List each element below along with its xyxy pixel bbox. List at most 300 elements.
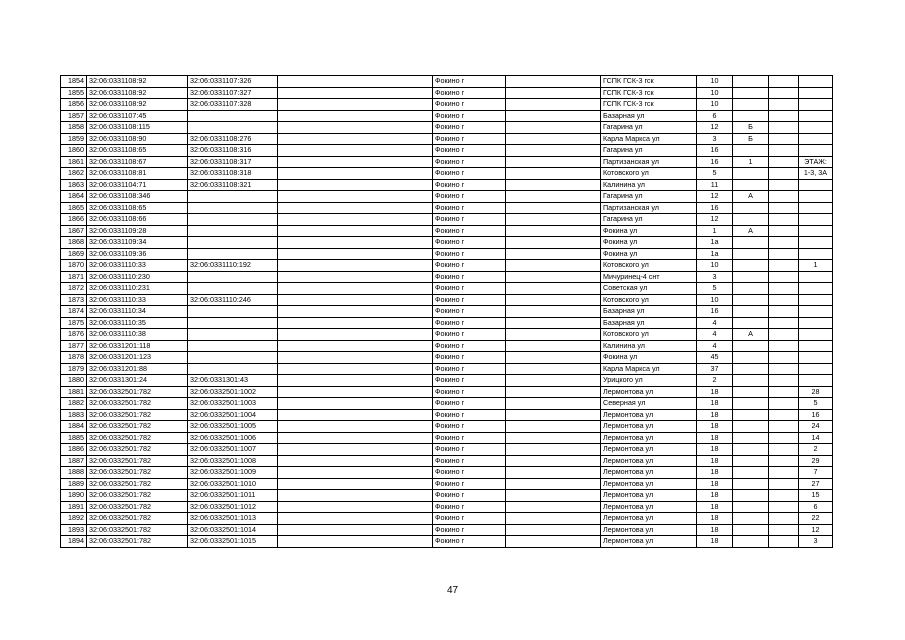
cell-region [278,421,433,433]
cell-cadastral-number: 32:06:0331104:71 [87,179,188,191]
cell-apartment-block [769,271,799,283]
cell-building-cadastral-number: 32:06:0332501:1010 [188,478,278,490]
cell-building-cadastral-number: 32:06:0331108:321 [188,179,278,191]
cell-locality: Фокино г [433,76,506,88]
cell-district [506,294,601,306]
table-row [61,110,833,122]
cell-street: Калинина ул [601,179,697,191]
table-row [61,237,833,249]
table-row [61,329,833,341]
cell-apartment-block [769,455,799,467]
cell-district [506,191,601,203]
table-row [61,283,833,295]
cell-district [506,444,601,456]
cell-building-letter [733,513,769,525]
table-row [61,271,833,283]
cell-locality: Фокино г [433,225,506,237]
cell-building-letter [733,398,769,410]
cell-apartment-block [769,87,799,99]
cell-house-number: 18 [697,432,733,444]
cell-house-number: 12 [697,191,733,203]
cell-cadastral-number: 32:06:0331108:65 [87,202,188,214]
cell-cadastral-number: 32:06:0331110:38 [87,329,188,341]
cell-house-number: 18 [697,536,733,548]
cell-building-letter [733,294,769,306]
cell-row-number: 1885 [61,432,87,444]
cell-street: Фокина ул [601,225,697,237]
cell-region [278,467,433,479]
cell-cadastral-number: 32:06:0332501:782 [87,421,188,433]
cell-apartment: 3 [799,536,833,548]
cell-cadastral-number: 32:06:0332501:782 [87,536,188,548]
cell-row-number: 1876 [61,329,87,341]
cell-street: Базарная ул [601,110,697,122]
cell-locality: Фокино г [433,375,506,387]
table-row [61,76,833,88]
cell-building-letter: Б [733,133,769,145]
cell-apartment [799,248,833,260]
cell-row-number: 1860 [61,145,87,157]
cell-district [506,122,601,134]
cell-apartment-block [769,524,799,536]
cell-street: Лермонтова ул [601,409,697,421]
cell-house-number: 16 [697,145,733,157]
cell-street: Гагарина ул [601,214,697,226]
cell-region [278,99,433,111]
cell-district [506,179,601,191]
cell-apartment-block [769,99,799,111]
cell-building-letter: А [733,329,769,341]
cell-apartment [799,329,833,341]
cell-building-cadastral-number: 32:06:0332501:1003 [188,398,278,410]
cell-street: Калинина ул [601,340,697,352]
cell-apartment-block [769,340,799,352]
cell-building-letter [733,536,769,548]
cell-building-cadastral-number: 32:06:0331108:318 [188,168,278,180]
cell-district [506,340,601,352]
cell-row-number: 1889 [61,478,87,490]
cell-region [278,110,433,122]
cell-apartment-block [769,536,799,548]
table-row [61,398,833,410]
cell-locality: Фокино г [433,455,506,467]
cell-house-number: 18 [697,444,733,456]
cell-row-number: 1861 [61,156,87,168]
cell-street: Гагарина ул [601,191,697,203]
cell-building-letter [733,76,769,88]
cell-house-number: 18 [697,409,733,421]
cell-building-letter [733,455,769,467]
cell-apartment-block [769,214,799,226]
cell-apartment: 15 [799,490,833,502]
cell-region [278,156,433,168]
cell-building-cadastral-number: 32:06:0332501:1012 [188,501,278,513]
table-row [61,225,833,237]
cell-locality: Фокино г [433,110,506,122]
cell-street: Лермонтова ул [601,467,697,479]
cell-street: Гагарина ул [601,145,697,157]
table-row [61,490,833,502]
cell-house-number: 45 [697,352,733,364]
cell-region [278,363,433,375]
cell-apartment [799,363,833,375]
cell-cadastral-number: 32:06:0331109:34 [87,237,188,249]
cell-apartment-block [769,76,799,88]
cell-row-number: 1880 [61,375,87,387]
cell-building-letter [733,306,769,318]
cell-cadastral-number: 32:06:0332501:782 [87,501,188,513]
cell-locality: Фокино г [433,352,506,364]
cell-building-cadastral-number [188,122,278,134]
cell-apartment-block [769,168,799,180]
cell-region [278,191,433,203]
cell-apartment [799,133,833,145]
cell-building-cadastral-number: 32:06:0331301:43 [188,375,278,387]
cell-region [278,455,433,467]
table-row [61,363,833,375]
cell-apartment [799,306,833,318]
cell-district [506,237,601,249]
cell-street: Фокина ул [601,237,697,249]
cell-apartment [799,191,833,203]
cell-apartment [799,225,833,237]
cell-region [278,444,433,456]
cell-district [506,363,601,375]
cell-region [278,524,433,536]
cell-building-cadastral-number: 32:06:0331108:276 [188,133,278,145]
table-row [61,409,833,421]
cell-row-number: 1882 [61,398,87,410]
cell-apartment [799,317,833,329]
cell-locality: Фокино г [433,524,506,536]
cell-street: Лермонтова ул [601,432,697,444]
cell-locality: Фокино г [433,421,506,433]
cell-street: Котовского ул [601,168,697,180]
table-row [61,455,833,467]
cell-region [278,76,433,88]
cell-house-number: 10 [697,99,733,111]
cell-building-cadastral-number: 32:06:0332501:1002 [188,386,278,398]
cell-apartment [799,179,833,191]
cell-cadastral-number: 32:06:0331110:33 [87,260,188,272]
cell-apartment: 7 [799,467,833,479]
cell-cadastral-number: 32:06:0331301:24 [87,375,188,387]
cell-street: Северная ул [601,398,697,410]
cell-locality: Фокино г [433,191,506,203]
cell-region [278,513,433,525]
cell-building-letter [733,375,769,387]
cell-house-number: 11 [697,179,733,191]
cell-apartment-block [769,467,799,479]
cell-building-letter: А [733,225,769,237]
cell-apartment: 24 [799,421,833,433]
cell-district [506,409,601,421]
cell-apartment [799,87,833,99]
cell-building-cadastral-number [188,329,278,341]
cell-row-number: 1875 [61,317,87,329]
cell-region [278,501,433,513]
cell-house-number: 18 [697,513,733,525]
registry-body [61,76,833,548]
cell-cadastral-number: 32:06:0331108:115 [87,122,188,134]
table-row [61,501,833,513]
cell-building-letter [733,260,769,272]
cell-street: Лермонтова ул [601,501,697,513]
cell-locality: Фокино г [433,340,506,352]
cell-house-number: 10 [697,260,733,272]
cell-cadastral-number: 32:06:0331108:66 [87,214,188,226]
cell-region [278,133,433,145]
cell-apartment [799,340,833,352]
table-row [61,87,833,99]
cell-house-number: 18 [697,467,733,479]
cell-street: Советская ул [601,283,697,295]
cell-house-number: 18 [697,421,733,433]
cell-house-number: 12 [697,214,733,226]
cell-street: Карла Маркса ул [601,133,697,145]
cell-street: Котовского ул [601,294,697,306]
cell-apartment-block [769,363,799,375]
cell-house-number: 12 [697,122,733,134]
cell-row-number: 1871 [61,271,87,283]
cell-house-number: 37 [697,363,733,375]
cell-house-number: 3 [697,133,733,145]
cell-row-number: 1879 [61,363,87,375]
cell-apartment-block [769,386,799,398]
cell-building-letter [733,524,769,536]
cell-row-number: 1873 [61,294,87,306]
cell-apartment-block [769,375,799,387]
cell-apartment [799,202,833,214]
cell-cadastral-number: 32:06:0331110:35 [87,317,188,329]
cell-apartment-block [769,283,799,295]
cell-building-letter: 1 [733,156,769,168]
cell-row-number: 1859 [61,133,87,145]
cell-district [506,133,601,145]
cell-house-number: 16 [697,202,733,214]
cell-house-number: 10 [697,294,733,306]
cell-row-number: 1854 [61,76,87,88]
cell-row-number: 1888 [61,467,87,479]
cell-building-cadastral-number [188,214,278,226]
cell-cadastral-number: 32:06:0332501:782 [87,398,188,410]
cell-locality: Фокино г [433,478,506,490]
cell-district [506,168,601,180]
cell-street: Партизанская ул [601,156,697,168]
cell-district [506,271,601,283]
cell-apartment [799,375,833,387]
cell-apartment-block [769,248,799,260]
cell-locality: Фокино г [433,202,506,214]
cell-street: Гагарина ул [601,122,697,134]
cell-cadastral-number: 32:06:0332501:782 [87,432,188,444]
cell-apartment-block [769,317,799,329]
cell-apartment: 27 [799,478,833,490]
table-row [61,145,833,157]
cell-row-number: 1870 [61,260,87,272]
cell-district [506,490,601,502]
cell-street: Лермонтова ул [601,524,697,536]
cell-row-number: 1855 [61,87,87,99]
cell-house-number: 18 [697,501,733,513]
cell-locality: Фокино г [433,99,506,111]
cell-apartment [799,110,833,122]
cell-street: ГСПК ГСК-3 гск [601,99,697,111]
cell-apartment-block [769,110,799,122]
cell-building-letter [733,478,769,490]
cell-cadastral-number: 32:06:0332501:782 [87,513,188,525]
cell-building-cadastral-number: 32:06:0332501:1008 [188,455,278,467]
cell-apartment: 1 [799,260,833,272]
cell-apartment-block [769,133,799,145]
cell-house-number: 5 [697,283,733,295]
cell-locality: Фокино г [433,536,506,548]
cell-cadastral-number: 32:06:0331110:33 [87,294,188,306]
cell-district [506,317,601,329]
cell-apartment-block [769,409,799,421]
cell-row-number: 1890 [61,490,87,502]
cell-building-cadastral-number: 32:06:0332501:1007 [188,444,278,456]
cell-region [278,478,433,490]
cell-apartment: 14 [799,432,833,444]
cell-apartment: 1-3, 3А [799,168,833,180]
cell-apartment [799,122,833,134]
cell-house-number: 10 [697,87,733,99]
table-row [61,467,833,479]
cell-cadastral-number: 32:06:0331108:67 [87,156,188,168]
cell-building-cadastral-number [188,363,278,375]
cell-locality: Фокино г [433,501,506,513]
cell-building-letter [733,340,769,352]
cell-cadastral-number: 32:06:0331108:346 [87,191,188,203]
cell-house-number: 18 [697,478,733,490]
cell-region [278,179,433,191]
table-row [61,317,833,329]
cell-building-cadastral-number: 32:06:0331107:326 [188,76,278,88]
cell-building-letter [733,490,769,502]
cell-building-cadastral-number [188,248,278,260]
page-number: 47 [446,585,459,596]
cell-locality: Фокино г [433,87,506,99]
cell-street: Лермонтова ул [601,444,697,456]
cell-building-cadastral-number: 32:06:0331107:327 [188,87,278,99]
table-row [61,179,833,191]
cell-cadastral-number: 32:06:0331108:92 [87,76,188,88]
cell-building-letter [733,421,769,433]
cell-apartment [799,271,833,283]
cell-locality: Фокино г [433,214,506,226]
table-row [61,294,833,306]
cell-building-letter [733,179,769,191]
table-row [61,156,833,168]
cell-district [506,260,601,272]
table-row [61,99,833,111]
cell-row-number: 1892 [61,513,87,525]
cell-house-number: 1а [697,237,733,249]
cell-district [506,145,601,157]
cell-building-letter [733,432,769,444]
cell-row-number: 1869 [61,248,87,260]
cell-house-number: 1а [697,248,733,260]
cell-district [506,306,601,318]
cell-building-cadastral-number: 32:06:0332501:1011 [188,490,278,502]
cell-cadastral-number: 32:06:0332501:782 [87,478,188,490]
cell-street: Лермонтова ул [601,421,697,433]
cell-house-number: 18 [697,490,733,502]
cell-district [506,432,601,444]
cell-apartment-block [769,225,799,237]
cell-building-cadastral-number: 32:06:0332501:1015 [188,536,278,548]
cell-building-cadastral-number [188,191,278,203]
cell-row-number: 1887 [61,455,87,467]
cell-building-letter: А [733,191,769,203]
cell-apartment [799,283,833,295]
cell-street: Карла Маркса ул [601,363,697,375]
cell-street: Урицкого ул [601,375,697,387]
cell-street: Фокина ул [601,352,697,364]
cell-locality: Фокино г [433,133,506,145]
cell-apartment-block [769,513,799,525]
cell-row-number: 1872 [61,283,87,295]
cell-house-number: 6 [697,110,733,122]
cell-cadastral-number: 32:06:0331108:92 [87,99,188,111]
cell-apartment: 16 [799,409,833,421]
cell-row-number: 1867 [61,225,87,237]
cell-locality: Фокино г [433,156,506,168]
cell-district [506,248,601,260]
cell-apartment: 22 [799,513,833,525]
cell-street: Партизанская ул [601,202,697,214]
cell-building-cadastral-number [188,271,278,283]
cell-cadastral-number: 32:06:0331108:65 [87,145,188,157]
cell-district [506,386,601,398]
cell-building-letter [733,283,769,295]
cell-district [506,478,601,490]
cell-row-number: 1886 [61,444,87,456]
cell-street: ГСПК ГСК-3 гск [601,87,697,99]
cell-region [278,168,433,180]
cell-row-number: 1884 [61,421,87,433]
cell-house-number: 18 [697,455,733,467]
cell-cadastral-number: 32:06:0332501:782 [87,386,188,398]
cell-row-number: 1863 [61,179,87,191]
cell-cadastral-number: 32:06:0332501:782 [87,409,188,421]
table-row [61,386,833,398]
cell-street: Лермонтова ул [601,490,697,502]
cell-apartment-block [769,191,799,203]
cell-building-letter [733,386,769,398]
cell-apartment-block [769,421,799,433]
cell-region [278,329,433,341]
cell-house-number: 18 [697,524,733,536]
cell-cadastral-number: 32:06:0331107:45 [87,110,188,122]
table-row [61,202,833,214]
cell-building-cadastral-number [188,352,278,364]
cell-apartment-block [769,260,799,272]
cell-street: ГСПК ГСК-3 гск [601,76,697,88]
table-row [61,133,833,145]
cell-building-letter [733,110,769,122]
cell-region [278,225,433,237]
cell-cadastral-number: 32:06:0331109:36 [87,248,188,260]
cell-locality: Фокино г [433,294,506,306]
cell-district [506,76,601,88]
cell-building-letter [733,271,769,283]
cell-apartment: 6 [799,501,833,513]
cell-region [278,352,433,364]
cell-street: Лермонтова ул [601,513,697,525]
cell-district [506,99,601,111]
